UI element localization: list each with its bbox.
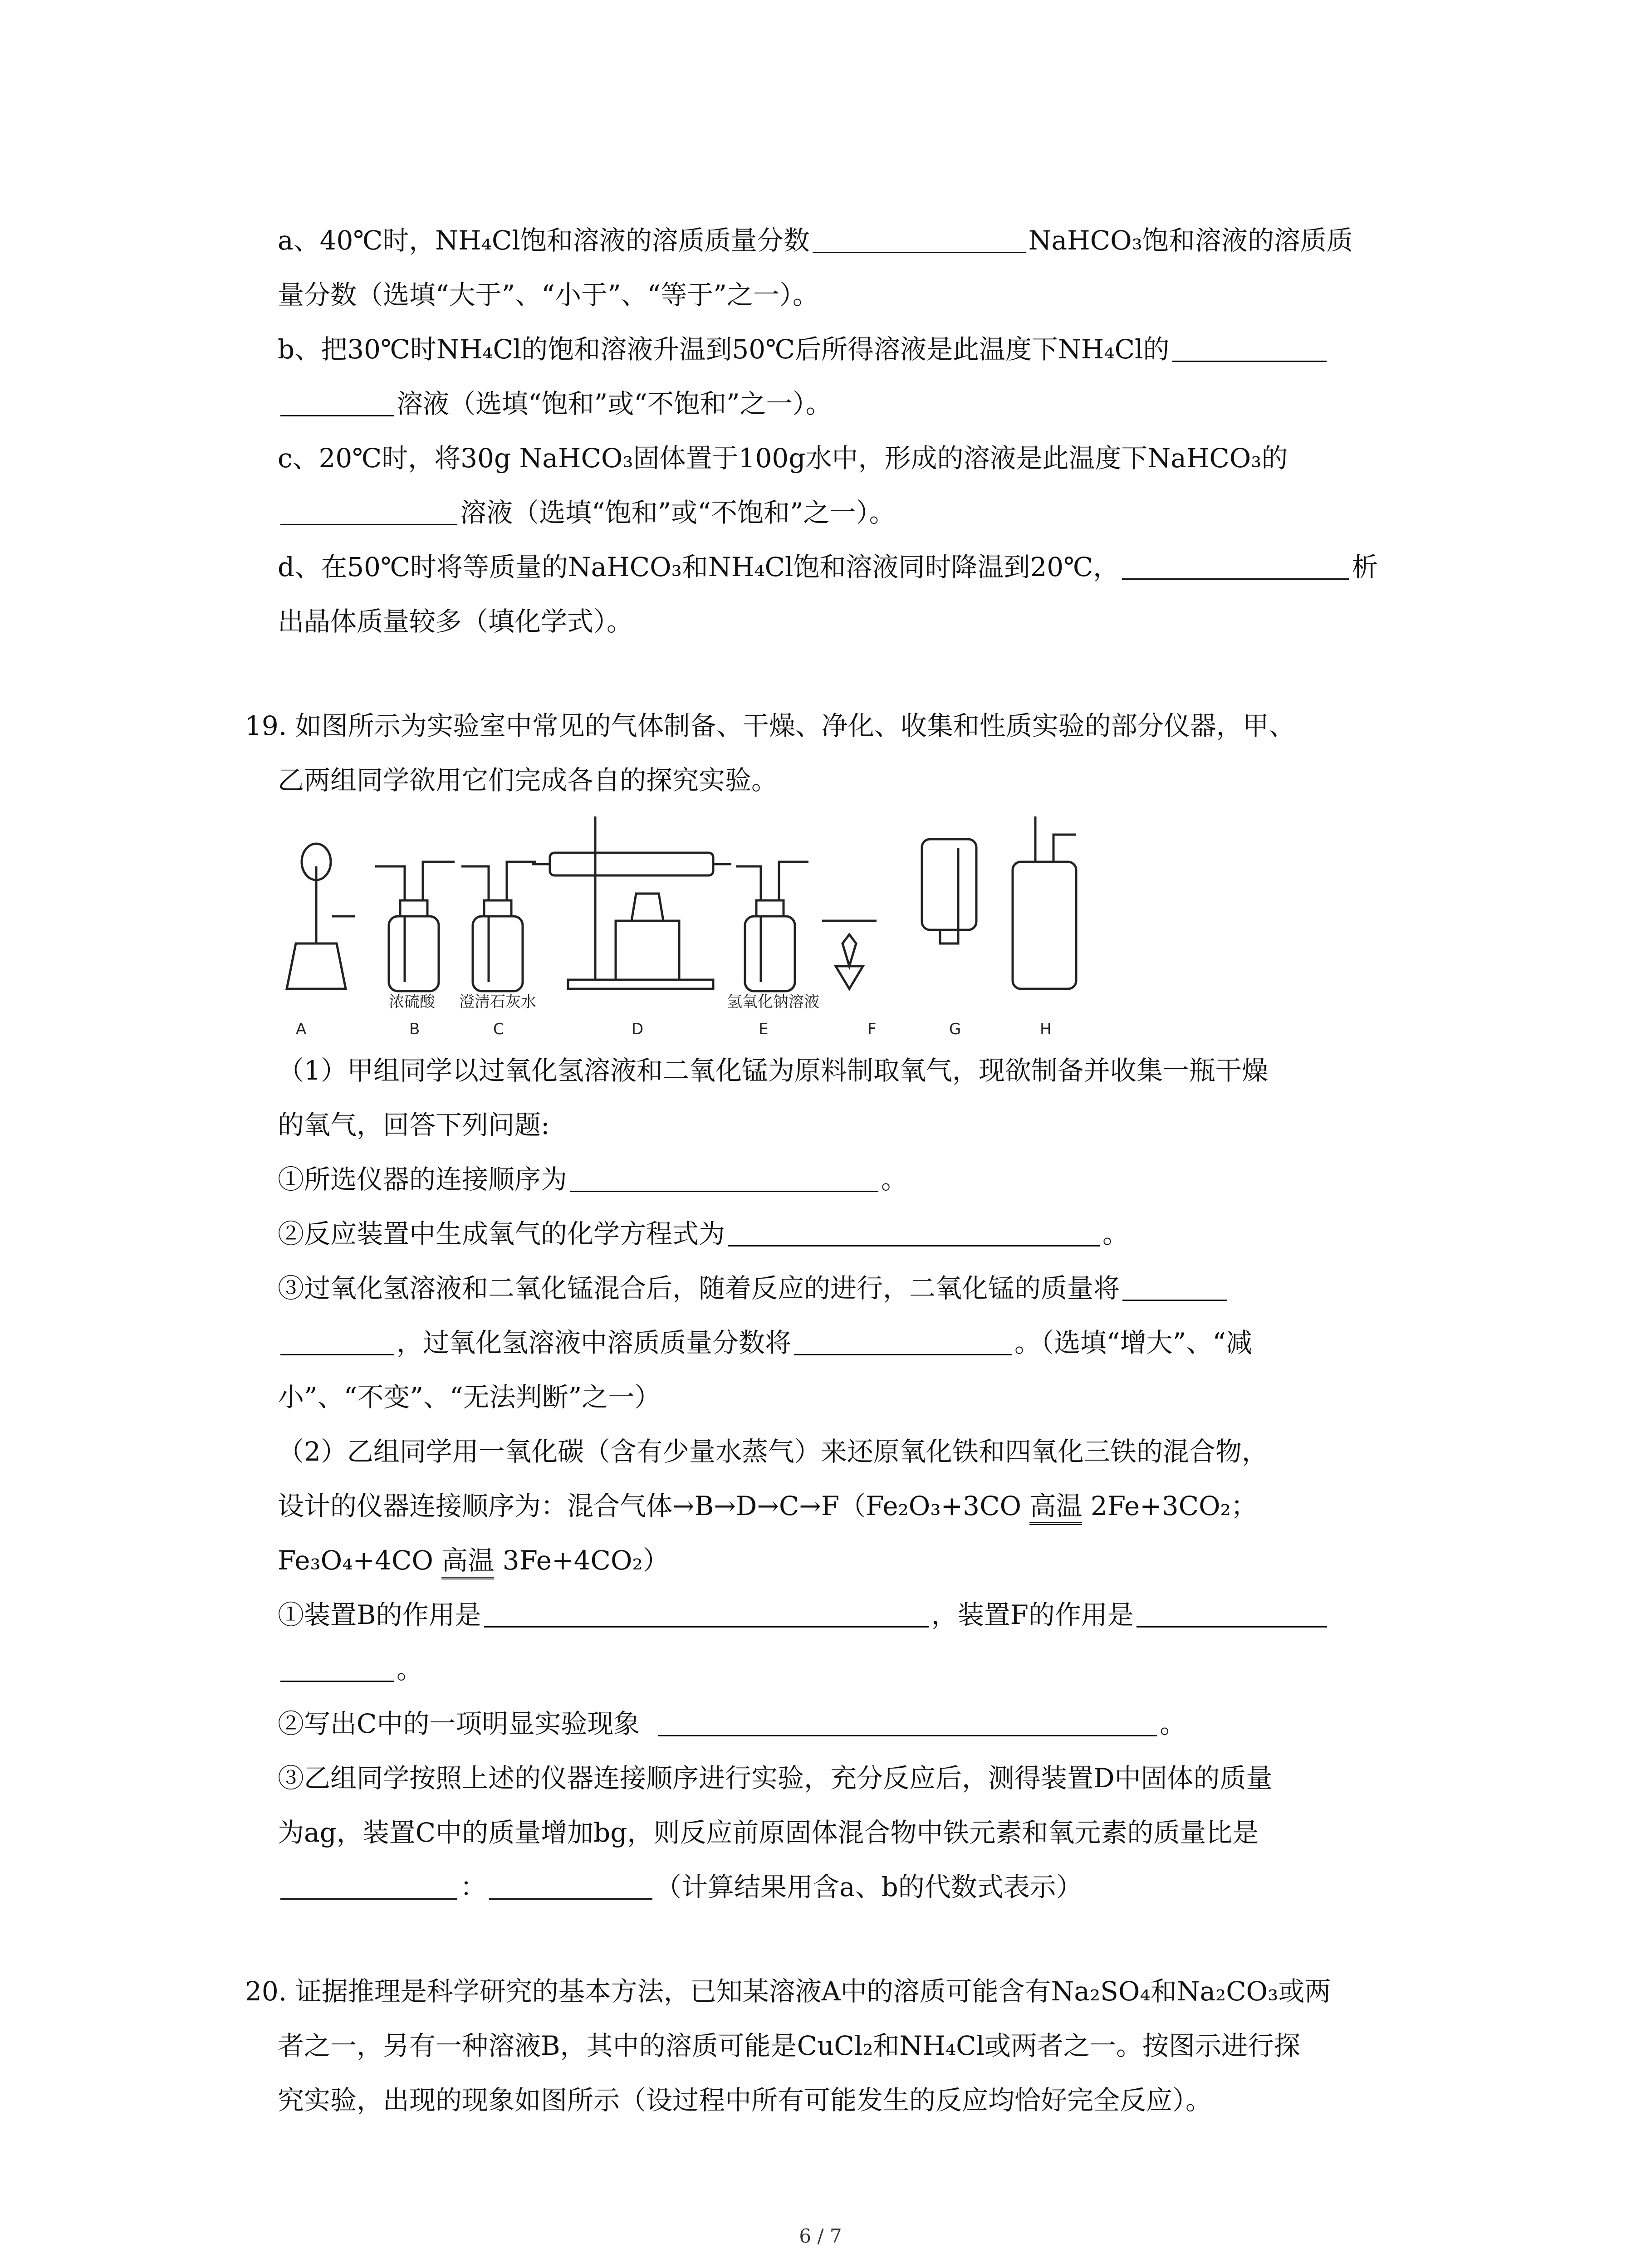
bottle-e-icon: [745, 916, 795, 991]
equation-2-right: 3Fe+4CO₂）: [502, 1545, 669, 1576]
answer-blank[interactable]: [1136, 1599, 1327, 1628]
question-number: 19.: [245, 710, 287, 741]
q18-b-text2: 溶液（选填“饱和”或“不饱和”之一）。: [397, 388, 832, 419]
answer-blank[interactable]: [658, 1708, 1157, 1736]
label-limewater: 澄清石灰水: [459, 993, 536, 1011]
answer-blank[interactable]: [813, 225, 1026, 253]
reaction-condition: 高温: [441, 1545, 494, 1579]
label-d: D: [632, 1020, 644, 1038]
answer-blank[interactable]: [728, 1218, 1100, 1246]
q18-c-text2: 溶液（选填“饱和”或“不饱和”之一）。: [460, 497, 896, 528]
q19-p2-q1-line1: [278, 1588, 1439, 1642]
q19-p2-line3: [278, 1533, 1439, 1588]
label-f: F: [867, 1020, 877, 1038]
answer-blank[interactable]: [1122, 551, 1349, 580]
label-g: G: [949, 1020, 961, 1038]
label-b: B: [409, 1020, 420, 1038]
q20-text2: 者之一，另有一种溶液B，其中的溶质可能是CuCl₂和NH₄Cl或两者之一。按图示进行探: [278, 2030, 1301, 2061]
q19-p2-text: （2）乙组同学用一氧化碳（含有少量水蒸气）来还原氧化铁和四氧化三铁的混合物，: [278, 1436, 1268, 1467]
answer-blank[interactable]: [570, 1163, 878, 1192]
q18-d-line2: [278, 594, 1439, 649]
q19-p1-q3-line1: [278, 1261, 1439, 1315]
q19-p1-q1: ①所选仪器的连接顺序为 。: [278, 1164, 908, 1195]
q19-p1-line1: [278, 1043, 1439, 1098]
q19-p1-q2-text: ②反应装置中生成氧气的化学方程式为: [278, 1218, 725, 1249]
q19-p1-line2: [278, 1098, 1439, 1152]
answer-blank[interactable]: [1122, 1272, 1227, 1301]
q19-p2-q2: ②写出C中的一项明显实验现象 。: [278, 1708, 1186, 1739]
label-c: C: [493, 1020, 504, 1038]
answer-blank[interactable]: [484, 1599, 929, 1628]
q18-d-line1: [278, 540, 1439, 594]
answer-blank[interactable]: [794, 1327, 1012, 1355]
label-e: E: [759, 1020, 769, 1038]
q20-line1: [245, 1964, 1406, 2019]
q19-p2-q3-line1: [278, 1751, 1439, 1805]
q20-text3: 究实验，出现的现象如图所示（设过程中所有可能发生的反应均恰好完全反应）。: [278, 2085, 1212, 2116]
ratio-colon: ：: [460, 1872, 487, 1902]
q19-p2-line1: [278, 1424, 1439, 1479]
q18-b-line1: [278, 322, 1439, 376]
answer-blank[interactable]: [280, 388, 394, 416]
q19-p2-q3-text3: （计算结果用含a、b的代数式表示）: [655, 1872, 1083, 1902]
q18-b-line2: [278, 376, 1439, 431]
label-naoh: 氢氧化钠溶液: [727, 993, 819, 1011]
question-number: 20.: [245, 1976, 287, 2007]
q18-b-text: b、把30℃时NH₄Cl的饱和溶液升温到50℃后所得溶液是此温度下NH₄Cl的: [278, 334, 1170, 365]
q19-p2-q3-text2: 为ag，装置C中的质量增加bg，则反应前原固体混合物中铁元素和氧元素的质量比是: [278, 1817, 1259, 1848]
q20-line2: [278, 2019, 1439, 2073]
q18-a-line2: [278, 268, 1439, 322]
equation-1-left: Fe₂O₃+3CO: [866, 1491, 1022, 1521]
q19-p2-q3-line2: [278, 1805, 1439, 1860]
bottle-h-icon: [1013, 862, 1076, 989]
q18-d-text2: 出晶体质量较多（填化学式）。: [278, 606, 633, 637]
label-a: A: [296, 1020, 307, 1038]
answer-blank[interactable]: [280, 1327, 394, 1355]
q19-p2-q3-text: ③乙组同学按照上述的仪器连接顺序进行实验，充分反应后，测得装置D中固体的质量: [278, 1763, 1273, 1794]
answer-blank[interactable]: [280, 497, 457, 525]
q20-line3: [278, 2073, 1439, 2127]
q19-p2-line2: [278, 1479, 1439, 1533]
q19-p2-q1-text: ①装置B的作用是: [278, 1599, 481, 1630]
answer-blank[interactable]: [1172, 333, 1327, 362]
bottle-g-icon: [922, 839, 976, 930]
flask-a-icon: [287, 943, 346, 989]
label-conc-sulfuric: 浓硫酸: [389, 993, 435, 1011]
equation-2-left: Fe₃O₄+4CO: [278, 1545, 433, 1576]
q19-p1-q3-tail: 。（选填“增大”、“减: [1014, 1327, 1252, 1358]
q19-p2-q2-text: ②写出C中的一项明显实验现象: [278, 1708, 640, 1739]
q18-a-line1: [278, 213, 1439, 268]
label-h: H: [1040, 1020, 1052, 1038]
answer-blank[interactable]: [280, 1871, 457, 1900]
q18-d-tail: 析: [1352, 552, 1378, 582]
q19-stem-text2: 乙两组同学欲用它们完成各自的探究实验。: [278, 765, 778, 796]
apparatus-figure: [278, 807, 1122, 1043]
q19-stem-line2: [278, 753, 1439, 807]
page-number: 6 / 7: [799, 2225, 842, 2247]
answer-blank[interactable]: [489, 1871, 652, 1900]
q19-stem-line1: [245, 699, 1406, 753]
q19-p2-q1-line2: [278, 1642, 1439, 1696]
q19-p2-q1-tail: 。: [397, 1654, 423, 1685]
q19-p2-text2: 设计的仪器连接顺序为：混合气体→B→D→C→F（: [278, 1491, 866, 1521]
q18-d-text: d、在50℃时将等质量的NaHCO₃和NH₄Cl饱和溶液同时降温到20℃，: [278, 552, 1120, 582]
q18-c-text: c、20℃时，将30g NaHCO₃固体置于100g水中，形成的溶液是此温度下NaHCO₃的: [278, 443, 1288, 474]
q19-stem-text: 如图所示为实验室中常见的气体制备、干燥、净化、收集和性质实验的部分仪器，甲、: [295, 710, 1295, 741]
equation-1-right: 2Fe+3CO₂；: [1090, 1491, 1257, 1521]
reaction-condition: 高温: [1029, 1491, 1082, 1525]
q19-p1-q3-text3: 小”、“不变”、“无法判断”之一）: [278, 1382, 661, 1413]
q19-p1-q3-line3: [278, 1370, 1439, 1424]
q19-p1-q3-text: ③过氧化氢溶液和二氧化锰混合后，随着反应的进行，二氧化锰的质量将: [278, 1273, 1120, 1304]
q20-text: 证据推理是科学研究的基本方法，已知某溶液A中的溶质可能含有Na₂SO₄和Na₂CO₃或两: [295, 1976, 1331, 2007]
q19-p2-q1-text2: ，装置F的作用是: [931, 1599, 1134, 1630]
q19-p1-q3-line2: [278, 1315, 1439, 1370]
q19-p1-q1-text: ①所选仪器的连接顺序为: [278, 1164, 568, 1195]
q18-a-text: a、40℃时，NH₄Cl饱和溶液的溶质质量分数: [278, 225, 810, 256]
bottle-c-icon: [473, 916, 523, 991]
q18-a-text2: 量分数（选填“大于”、“小于”、“等于”之一）。: [278, 279, 819, 310]
q18-c-line1: [278, 431, 1439, 485]
q19-p1-q2: ②反应装置中生成氧气的化学方程式为 。: [278, 1218, 1129, 1249]
q19-p1-q3-text2: ，过氧化氢溶液中溶质质量分数将: [397, 1327, 792, 1358]
q18-a-tail: NaHCO₃饱和溶液的溶质质: [1028, 225, 1353, 256]
q18-c-line2: [278, 485, 1439, 540]
q19-p1-text: （1）甲组同学以过氧化氢溶液和二氧化锰为原料制取氧气，现欲制备并收集一瓶干燥: [278, 1055, 1268, 1086]
q19-p2-q3-line3: [278, 1860, 1439, 1914]
q19-p1-text2: 的氧气，回答下列问题:: [278, 1110, 550, 1140]
answer-blank[interactable]: [280, 1653, 394, 1682]
bottle-b-icon: [389, 916, 439, 991]
